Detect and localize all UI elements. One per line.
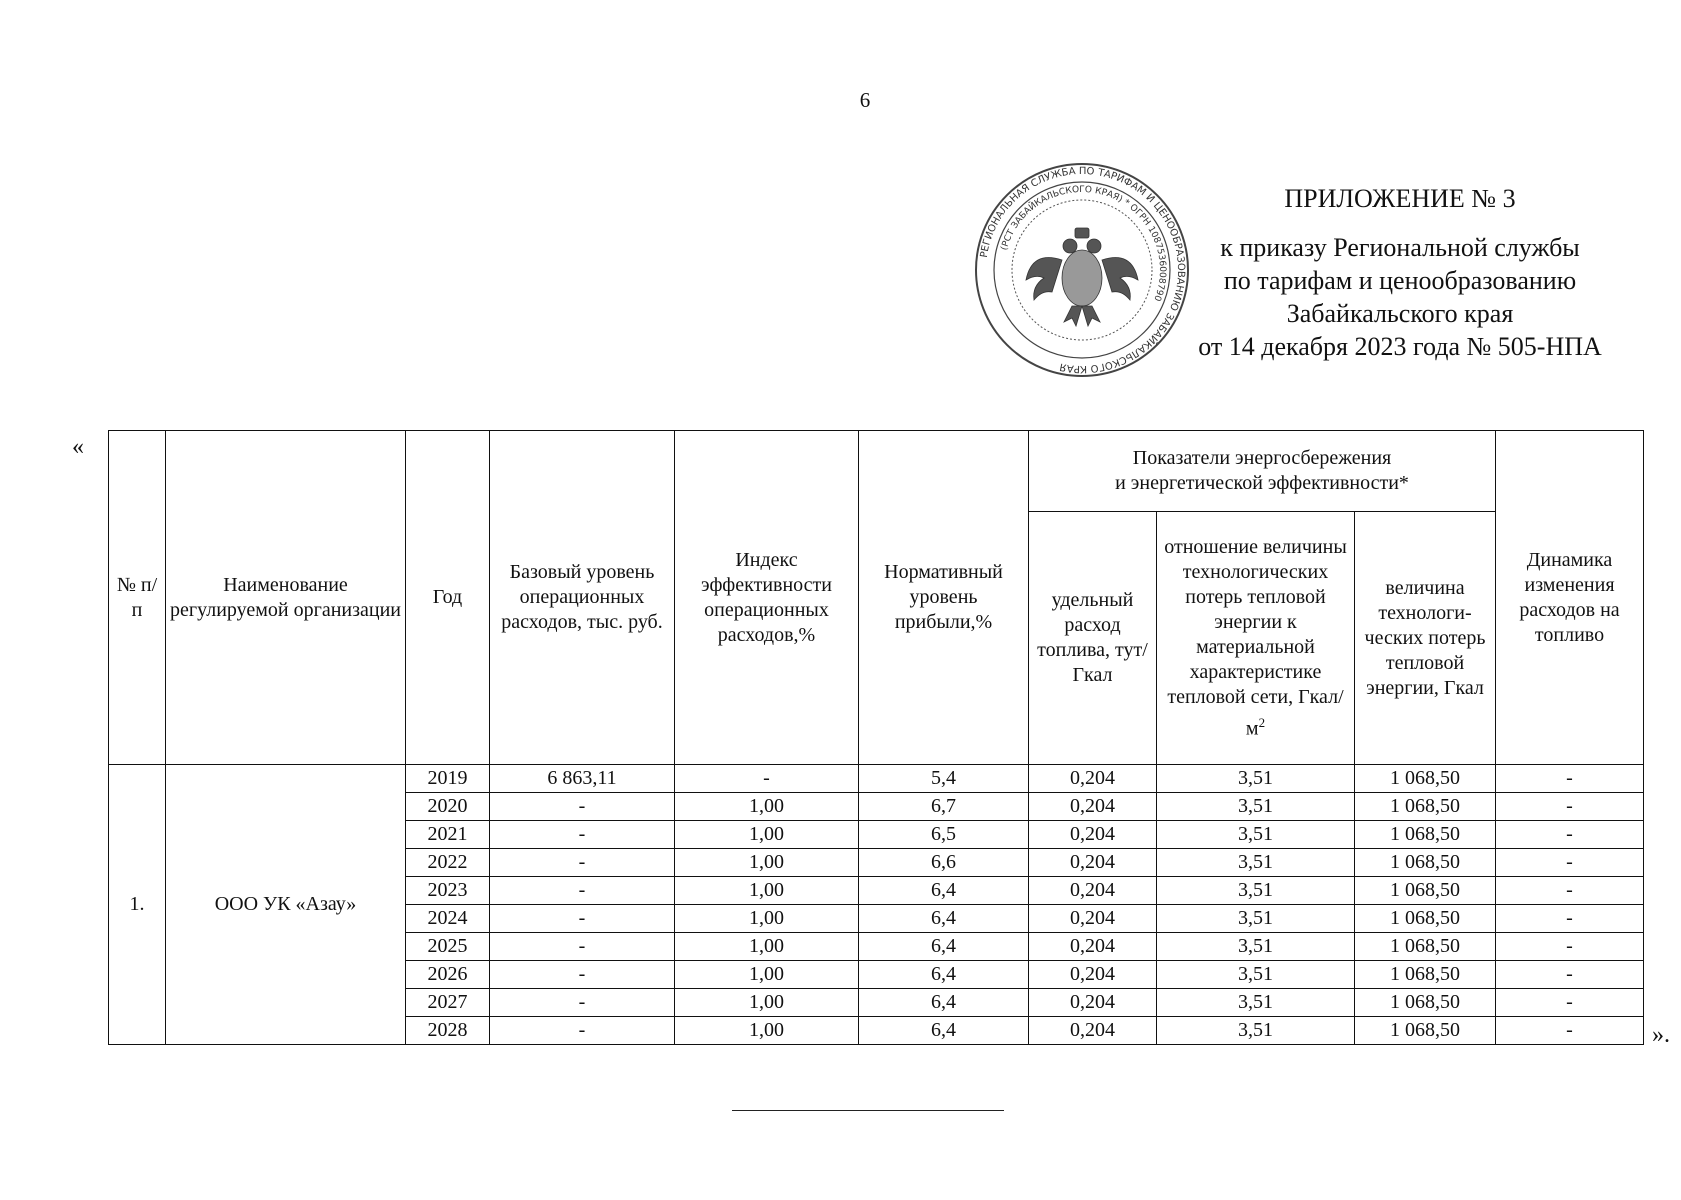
tariff-table	[108, 430, 1644, 1045]
table-body	[109, 765, 1644, 1045]
cell-year: 2021	[406, 821, 490, 849]
cell-fuel-rate: 0,204	[1029, 961, 1157, 989]
cell-loss-ratio: 3,51	[1157, 905, 1355, 933]
cell-base-opex: -	[490, 961, 675, 989]
cell-year: 2023	[406, 877, 490, 905]
cell-profit-level: 6,4	[859, 989, 1029, 1017]
cell-heat-losses: 1 068,50	[1355, 793, 1496, 821]
svg-text:(РСТ ЗАБАЙКАЛЬСКОГО КРАЯ) * ОГ: (РСТ ЗАБАЙКАЛЬСКОГО КРАЯ) * ОГРН 1087536008790	[999, 184, 1168, 303]
cell-efficiency-index: 1,00	[675, 933, 859, 961]
col-header-heat-losses: величина технологи-ческих потерь тепловой энергии, Гкал	[1355, 512, 1496, 765]
cell-profit-level: 6,4	[859, 877, 1029, 905]
table-row	[109, 765, 1644, 793]
cell-year: 2024	[406, 905, 490, 933]
appendix-header	[1150, 182, 1650, 363]
cell-fuel-dynamics: -	[1496, 849, 1644, 877]
cell-loss-ratio: 3,51	[1157, 821, 1355, 849]
cell-loss-ratio: 3,51	[1157, 877, 1355, 905]
cell-fuel-rate: 0,204	[1029, 989, 1157, 1017]
appendix-line-1: к приказу Региональной службы	[1220, 233, 1580, 262]
col-header-fuel-rate: удельный расход топлива, тут/Гкал	[1029, 512, 1157, 765]
cell-base-opex: -	[490, 1017, 675, 1045]
loss-ratio-label: отношение величины технологических потерь тепловой энергии к материальной характеристике тепловой сети, Гкал/м	[1164, 535, 1347, 740]
cell-fuel-rate: 0,204	[1029, 905, 1157, 933]
cell-fuel-rate: 0,204	[1029, 1017, 1157, 1045]
quote-close: ».	[1652, 1022, 1670, 1048]
cell-heat-losses: 1 068,50	[1355, 821, 1496, 849]
col-header-energy-group	[1029, 431, 1496, 512]
cell-efficiency-index: 1,00	[675, 905, 859, 933]
cell-heat-losses: 1 068,50	[1355, 765, 1496, 793]
cell-base-opex: -	[490, 821, 675, 849]
cell-heat-losses: 1 068,50	[1355, 905, 1496, 933]
col-header-fuel-dynamics: Динамика изменения расходов на топливо	[1496, 431, 1644, 765]
cell-base-opex: -	[490, 877, 675, 905]
cell-heat-losses: 1 068,50	[1355, 849, 1496, 877]
cell-profit-level: 6,4	[859, 933, 1029, 961]
col-header-organization: Наименование регулируемой организации	[166, 431, 406, 765]
cell-loss-ratio: 3,51	[1157, 933, 1355, 961]
cell-loss-ratio: 3,51	[1157, 961, 1355, 989]
cell-year: 2019	[406, 765, 490, 793]
cell-profit-level: 6,6	[859, 849, 1029, 877]
cell-entry-organization: ООО УК «Азау»	[166, 765, 406, 1045]
cell-fuel-dynamics: -	[1496, 793, 1644, 821]
cell-heat-losses: 1 068,50	[1355, 961, 1496, 989]
cell-year: 2028	[406, 1017, 490, 1045]
cell-heat-losses: 1 068,50	[1355, 877, 1496, 905]
cell-efficiency-index: 1,00	[675, 961, 859, 989]
cell-heat-losses: 1 068,50	[1355, 989, 1496, 1017]
appendix-title: ПРИЛОЖЕНИЕ № 3	[1284, 184, 1516, 213]
cell-loss-ratio: 3,51	[1157, 849, 1355, 877]
cell-efficiency-index: 1,00	[675, 849, 859, 877]
cell-efficiency-index: 1,00	[675, 1017, 859, 1045]
cell-fuel-rate: 0,204	[1029, 933, 1157, 961]
cell-profit-level: 6,4	[859, 905, 1029, 933]
cell-loss-ratio: 3,51	[1157, 1017, 1355, 1045]
group-header-line-1: Показатели энергосбережения	[1132, 447, 1392, 469]
cell-base-opex: 6 863,11	[490, 765, 675, 793]
cell-efficiency-index: 1,00	[675, 821, 859, 849]
col-header-profit-level: Нормативный уровень прибыли,%	[859, 431, 1029, 765]
footer-divider	[732, 1110, 1004, 1111]
cell-loss-ratio: 3,51	[1157, 989, 1355, 1017]
cell-fuel-dynamics: -	[1496, 905, 1644, 933]
col-header-loss-ratio	[1157, 512, 1355, 765]
svg-text:РЕГИОНАЛЬНАЯ СЛУЖБА ПО ТАРИФАМ: РЕГИОНАЛЬНАЯ СЛУЖБА ПО ТАРИФАМ И ЦЕНООБРАЗОВАНИЮ ЗАБАЙКАЛЬСКОГО КРАЯ	[978, 165, 1187, 375]
col-header-year: Год	[406, 431, 490, 765]
cell-efficiency-index: -	[675, 765, 859, 793]
cell-profit-level: 6,4	[859, 1017, 1029, 1045]
page-number: 6	[859, 88, 871, 112]
cell-profit-level: 6,4	[859, 961, 1029, 989]
cell-entry-number: 1.	[109, 765, 166, 1045]
cell-efficiency-index: 1,00	[675, 877, 859, 905]
col-header-number: № п/п	[109, 431, 166, 765]
cell-efficiency-index: 1,00	[675, 989, 859, 1017]
cell-fuel-rate: 0,204	[1029, 849, 1157, 877]
cell-year: 2027	[406, 989, 490, 1017]
cell-fuel-dynamics: -	[1496, 1017, 1644, 1045]
cell-year: 2020	[406, 793, 490, 821]
cell-base-opex: -	[490, 989, 675, 1017]
cell-heat-losses: 1 068,50	[1355, 1017, 1496, 1045]
cell-fuel-rate: 0,204	[1029, 765, 1157, 793]
cell-loss-ratio: 3,51	[1157, 765, 1355, 793]
cell-fuel-dynamics: -	[1496, 877, 1644, 905]
appendix-line-3: Забайкальского края	[1286, 299, 1514, 328]
cell-base-opex: -	[490, 933, 675, 961]
cell-base-opex: -	[490, 849, 675, 877]
appendix-line-4: от 14 декабря 2023 года № 505-НПА	[1198, 332, 1602, 361]
col-header-efficiency-index: Индекс эффективности операционных расходов,%	[675, 431, 859, 765]
cell-profit-level: 5,4	[859, 765, 1029, 793]
cell-fuel-rate: 0,204	[1029, 793, 1157, 821]
cell-profit-level: 6,5	[859, 821, 1029, 849]
cell-base-opex: -	[490, 793, 675, 821]
cell-loss-ratio: 3,51	[1157, 793, 1355, 821]
loss-ratio-sup: 2	[1258, 714, 1266, 730]
cell-year: 2026	[406, 961, 490, 989]
cell-fuel-rate: 0,204	[1029, 821, 1157, 849]
quote-open: «	[72, 434, 84, 460]
cell-year: 2022	[406, 849, 490, 877]
cell-fuel-dynamics: -	[1496, 989, 1644, 1017]
cell-base-opex: -	[490, 905, 675, 933]
cell-fuel-dynamics: -	[1496, 961, 1644, 989]
col-header-base-opex: Базовый уровень операционных расходов, тыс. руб.	[490, 431, 675, 765]
appendix-line-2: по тарифам и ценообразованию	[1223, 266, 1577, 295]
cell-fuel-dynamics: -	[1496, 821, 1644, 849]
cell-fuel-dynamics: -	[1496, 933, 1644, 961]
cell-fuel-dynamics: -	[1496, 765, 1644, 793]
cell-fuel-rate: 0,204	[1029, 877, 1157, 905]
group-header-line-2: и энергетической эффективности*	[1115, 472, 1409, 494]
cell-profit-level: 6,7	[859, 793, 1029, 821]
cell-heat-losses: 1 068,50	[1355, 933, 1496, 961]
cell-year: 2025	[406, 933, 490, 961]
cell-efficiency-index: 1,00	[675, 793, 859, 821]
